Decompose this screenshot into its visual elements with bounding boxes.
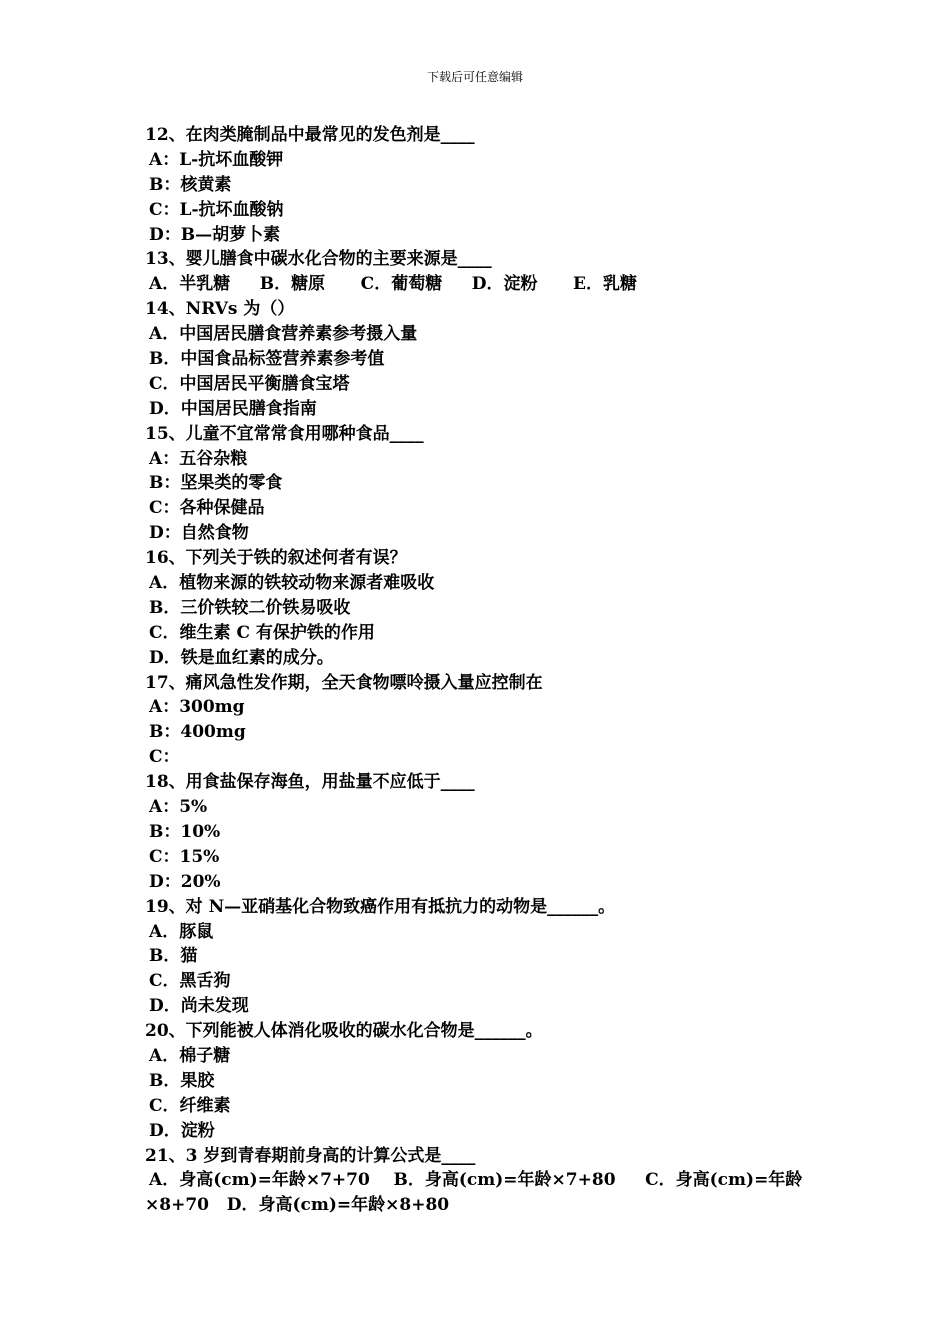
answer-option: C．黑舌狗 [149,971,231,992]
answer-option: A．植物来源的铁较动物来源者难吸收 [149,573,435,594]
answer-option: B：10% [149,821,221,842]
question-text: 18、用食盐保存海鱼，用盐量不应低于____ [145,772,475,793]
answer-option: A：五谷杂粮 [149,448,248,469]
answer-option: C：L-抗坏血酸钠 [149,199,284,220]
answer-option: C．维生素 C 有保护铁的作用 [149,622,375,643]
answer-option: C．纤维素 [149,1095,231,1116]
answer-option: C： [149,747,180,768]
question-text: 16、下列关于铁的叙述何者有误？ [145,548,407,569]
document-body [145,123,825,1218]
question-text: 12、在肉类腌制品中最常见的发色剂是____ [145,125,475,145]
page-header: 下载后可任意编辑 [426,70,523,84]
answer-option: D．中国居民膳食指南 [149,398,317,419]
answer-option: B．中国食品标签营养素参考值 [149,349,385,370]
answer-option: A．豚鼠 [149,921,214,942]
question-text: 15、儿童不宜常常食用哪种食品____ [145,423,424,444]
answer-option: B．三价铁较二价铁易吸收 [149,597,351,618]
answer-option: D：B—胡萝卜素 [149,224,281,245]
question-text: 21、3 岁到青春期前身高的计算公式是____ [145,1145,476,1166]
question-text: 19、对 N—亚硝基化合物致癌作用有抵抗力的动物是______。 [145,896,616,917]
answer-option: B：400mg [149,722,246,743]
answer-option: D．淀粉 [149,1120,215,1141]
question-text: 13、婴儿膳食中碳水化合物的主要来源是____ [145,249,492,270]
question-text: 20、下列能被人体消化吸收的碳水化合物是______。 [145,1021,543,1042]
answer-option: D：20% [149,871,221,892]
option-continuation: ×8+70 D．身高(cm)=年龄×8+80 [145,1195,450,1216]
answer-option: B：坚果类的零食 [149,473,283,494]
answer-option: C：各种保健品 [149,498,265,519]
question-text: 14、NRVs 为（） [145,299,295,320]
answer-option: C：15% [149,846,220,867]
answer-option: A：300mg [149,697,245,718]
answer-option: A：L-抗坏血酸钾 [149,149,284,170]
answer-option: D．铁是血红素的成分。 [149,647,334,668]
answer-option: D：自然食物 [149,523,249,544]
answer-option: D．尚未发现 [149,996,249,1017]
answer-option: A：5% [149,797,208,818]
answer-option: C．中国居民平衡膳食宝塔 [149,373,350,394]
answer-option: A．棉子糖 [149,1045,231,1066]
answer-option: A．半乳糖 B．糖原 C．葡萄糖 D．淀粉 E．乳糖 [149,274,637,295]
answer-option: B．果胶 [149,1070,215,1091]
answer-option: A．中国居民膳食营养素参考摄入量 [149,324,418,345]
question-text: 17、痛风急性发作期，全天食物嘌呤摄入量应控制在 [145,672,543,693]
answer-option: B：核黄素 [149,174,232,195]
answer-option: B．猫 [149,946,198,967]
answer-option: A．身高(cm)=年龄×7+70 B．身高(cm)=年龄×7+80 C．身高(cm)=年龄 [149,1170,803,1191]
